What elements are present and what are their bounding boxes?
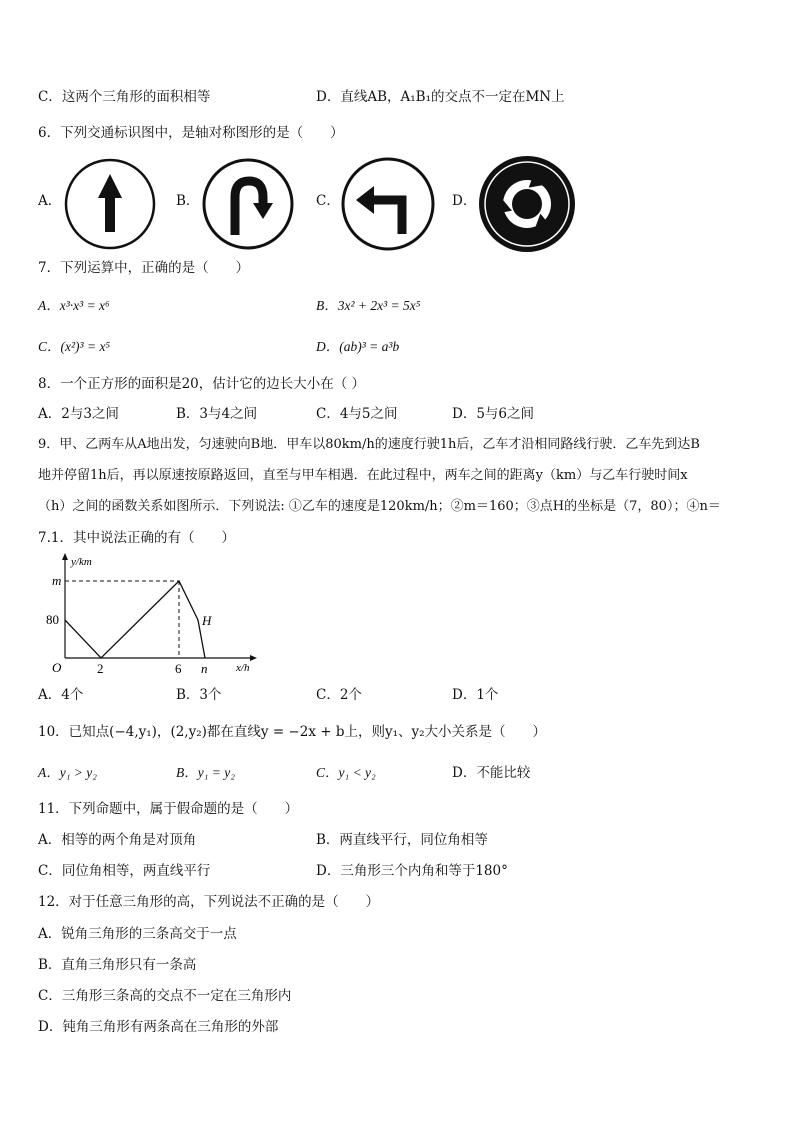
q8-option-a: A．2与3之间 <box>38 406 119 422</box>
q11-option-c: C．同位角相等，两直线平行 <box>38 863 211 879</box>
q8-option-d: D．5与6之间 <box>452 406 535 422</box>
q5-option-c: C．这两个三角形的面积相等 <box>38 89 211 105</box>
q7-stem: 7．下列运算中，正确的是（ ） <box>38 260 250 276</box>
q8-option-b: B．3与4之间 <box>176 406 258 422</box>
q7-option-d: D．(ab)³ = a³b <box>316 339 400 354</box>
origin-label: O <box>52 660 62 675</box>
q7-option-b: B．3x² + 2x³ = 5x⁵ <box>316 298 421 313</box>
q10-stem: 10．已知点(−4,y₁)，(2,y₂)都在直线y = −2x + b上，则y₁、y₂大小关系是（ ） <box>38 724 547 740</box>
q9-stem-line-1: 9．甲、乙两车从A地出发，匀速驶向B地．甲车以80km/h的速度行驶1h后，乙车才沿相同路线行驶．乙车先到达B <box>38 437 700 452</box>
x-tick-n: n <box>201 661 208 676</box>
q11-option-d: D．三角形三个内角和等于180° <box>316 863 508 879</box>
x-tick-6: 6 <box>175 661 182 676</box>
q9-option-b: B．3个 <box>176 687 222 703</box>
q9-option-c: C．2个 <box>316 687 362 703</box>
y-tick-80: 80 <box>46 612 59 627</box>
q9-stem-line-4: 7.1．其中说法正确的有（ ） <box>38 530 235 546</box>
q6-label-a: A． <box>38 193 62 209</box>
q9-option-d: D．1个 <box>452 687 499 703</box>
q11-option-a: A．相等的两个角是对顶角 <box>38 832 197 848</box>
y-axis-label: y/km <box>71 556 92 568</box>
x-tick-2: 2 <box>97 661 104 676</box>
q11-option-b: B．两直线平行，同位角相等 <box>316 832 488 848</box>
q12-option-a: A．锐角三角形的三条高交于一点 <box>38 926 237 942</box>
roundabout-sign-icon <box>477 154 577 254</box>
q6-label-c: C． <box>316 193 340 209</box>
q9-stem-line-3: （h）之间的函数关系如图所示．下列说法: ①乙车的速度是120km/h；②m＝160；③点H的坐标是（7，80）；④n＝ <box>38 499 721 514</box>
q6-stem: 6．下列交通标识图中，是轴对称图形的是（ ） <box>38 125 344 141</box>
straight-arrow-sign-icon <box>64 158 156 250</box>
q6-label-d: D． <box>452 193 477 209</box>
y-tick-m: m <box>52 573 62 588</box>
q7-option-c: C．(x²)³ = x⁵ <box>38 339 111 354</box>
q12-option-b: B．直角三角形只有一条高 <box>38 957 197 973</box>
q7-option-a: A．x³·x³ = x⁶ <box>38 298 110 313</box>
q10-option-d: D．不能比较 <box>452 765 531 781</box>
x-axis-label: x/h <box>236 662 250 674</box>
point-h-label: H <box>202 613 212 628</box>
q8-stem: 8．一个正方形的面积是20，估计它的边长大小在（ ） <box>38 376 366 392</box>
q9-option-a: A．4个 <box>38 687 84 703</box>
left-turn-sign-icon <box>340 156 436 252</box>
q5-option-d: D．直线AB，A₁B₁的交点不一定在MN上 <box>316 89 565 105</box>
q11-stem: 11．下列命题中，属于假命题的是（ ） <box>38 801 299 817</box>
q10-option-c: C．y₁ < y₂ <box>316 765 376 780</box>
distance-time-graph <box>40 552 260 676</box>
q12-stem: 12．对于任意三角形的高，下列说法不正确的是（ ） <box>38 894 380 910</box>
u-turn-sign-icon <box>201 157 295 251</box>
q10-option-b: B．y₁ = y₂ <box>176 765 235 780</box>
q9-stem-line-2: 地并停留1h后，再以原速按原路返回，直至与甲车相遇．在此过程中，两车之间的距离y（km）与乙车行驶时间x <box>38 468 688 483</box>
q8-option-c: C．4与5之间 <box>316 406 398 422</box>
q6-label-b: B． <box>176 193 200 209</box>
q12-option-c: C．三角形三条高的交点不一定在三角形内 <box>38 988 292 1004</box>
q12-option-d: D．钝角三角形有两条高在三角形的外部 <box>38 1019 279 1035</box>
q10-option-a: A．y₁ > y₂ <box>38 765 97 780</box>
